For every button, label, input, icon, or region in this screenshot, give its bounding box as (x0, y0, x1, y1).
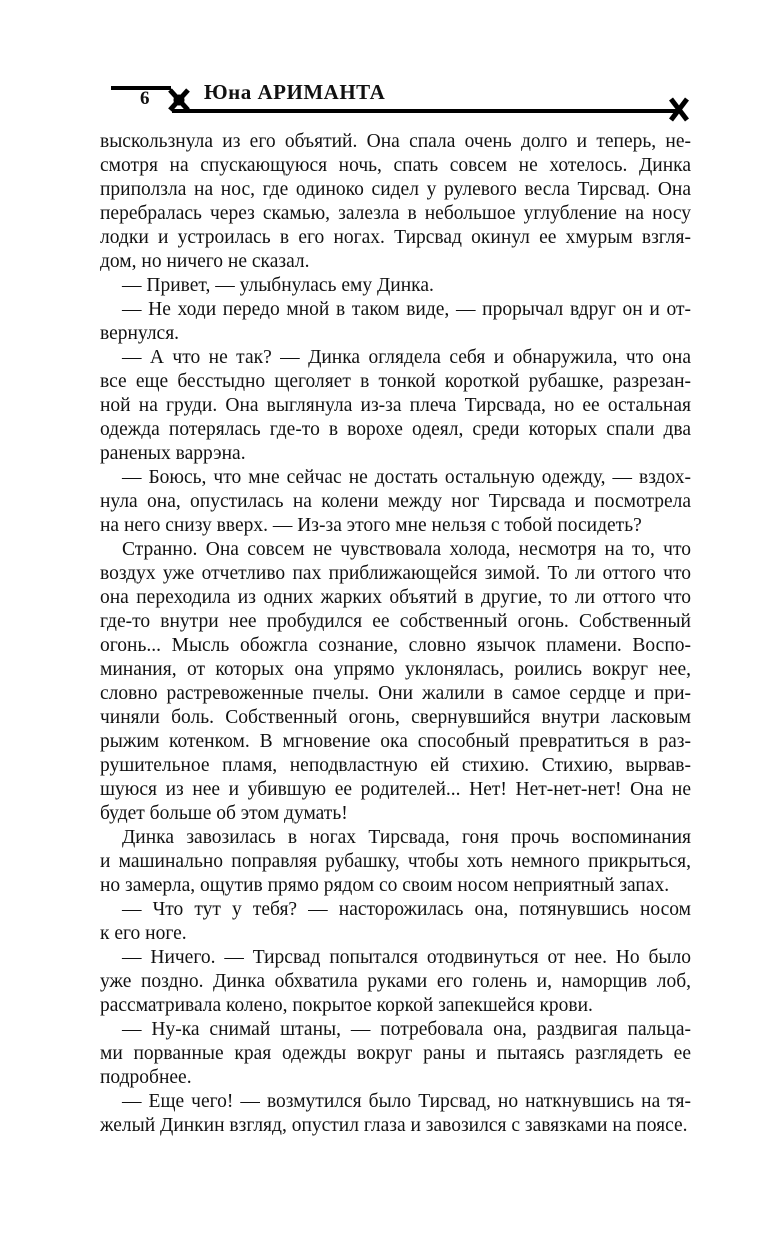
text-line: вернулся. (100, 323, 180, 344)
text-line: — Еще чего! — возмутился было Тирсвад, но наткнувшись на тя- (122, 1091, 691, 1112)
text-line: минания, от которых она упрямо уклонялась, роились вокруг нее, (100, 659, 691, 680)
paragraph (100, 466, 691, 538)
text-line: рушительное пламя, неподвластную ей стихию. Стихию, вырвав- (100, 755, 691, 776)
text-line: рыжим котенком. В мгновение ока способный превратиться в раз- (100, 731, 691, 752)
text-line: словно растревоженные пчелы. Они жалили в самое сердце и при- (100, 683, 691, 704)
text-line: чиняли боль. Собственный огонь, свернувшийся внутри ласковым (100, 707, 691, 728)
text-line: нула она, опустилась на колени между ног Тирсвада и посмотрела (100, 491, 691, 512)
text-line: и машинально поправляя рубашку, чтобы хоть немного прикрыться, (100, 851, 691, 872)
text-line: на него снизу вверх. — Из-за этого мне нельзя с тобой посидеть? (100, 515, 642, 536)
text-line: — Ну-ка снимай штаны, — потребовала она, раздвигая пальца- (122, 1019, 691, 1040)
author-last-name: АРИМАНТА (257, 80, 386, 104)
text-line: все еще бесстыдно щеголяет в тонкой короткой рубашке, разрезан- (100, 371, 691, 392)
paragraph (100, 1018, 691, 1090)
text-line: воздух уже отчетливо пах приближающейся зимой. То ли оттого что (100, 563, 691, 584)
text-line: будет больше об этом думать! (100, 803, 348, 824)
text-line: дом, но ничего не сказал. (100, 251, 310, 272)
text-line: шуюся из нее и убившую ее родителей... Нет! Нет-нет-нет! Она не (100, 779, 691, 800)
text-line: перебралась через скамью, залезла в небольшое углубление на носу (100, 203, 691, 224)
text-line: ми порванные края одежды вокруг раны и пытаясь разглядеть ее (100, 1043, 691, 1064)
text-line: смотря на спускающуюся ночь, спать совсем не хотелось. Динка (100, 155, 691, 176)
paragraph (100, 538, 691, 826)
text-line: приползла на нос, где одиноко сидел у рулевого весла Тирсвад. Она (100, 179, 691, 200)
text-line: раненых варрэна. (100, 443, 246, 464)
text-line: одежда потерялась где-то в ворохе одеял, среди которых спали два (100, 419, 691, 440)
paragraph (100, 346, 691, 466)
paragraph (100, 946, 691, 1018)
running-header (0, 0, 768, 130)
knot-ornament-left-icon (170, 90, 188, 110)
text-line: ной на груди. Она выглянула из-за плеча Тирсвада, но ее остальная (100, 395, 691, 416)
paragraph (100, 1090, 691, 1138)
text-line: выскользнула из его объятий. Она спала очень долго и теперь, не- (100, 131, 691, 152)
text-line: где-то внутри нее пробудился ее собственный огонь. Собственный (100, 611, 691, 632)
text-line: — А что не так? — Динка оглядела себя и обнаружила, что она (122, 347, 691, 368)
text-line: к его ноге. (100, 923, 187, 944)
text-line: желый Динкин взгляд, опустил глаза и завозился с завязками на поясе. (100, 1115, 688, 1136)
paragraph (100, 274, 691, 298)
header-ornament (0, 0, 768, 130)
text-line: огонь... Мысль обожгла сознание, словно язычок пламени. Воспо- (100, 635, 691, 656)
author-first-name: Юна (204, 80, 252, 104)
text-line: уже поздно. Динка обхватила руками его голень и, наморщив лоб, (100, 971, 691, 992)
running-title (204, 80, 385, 105)
page-number: 6 (140, 88, 150, 109)
text-line: — Привет, — улыбнулась ему Динка. (122, 275, 434, 296)
paragraph (100, 826, 691, 898)
body-text (100, 130, 691, 1138)
paragraph (100, 130, 691, 274)
text-line: она переходила из одних жарких объятий в другие, то ли оттого что (100, 587, 691, 608)
text-line: Странно. Она совсем не чувствовала холода, несмотря на то, что (122, 539, 691, 560)
text-line: Динка завозилась в ногах Тирсвада, гоня прочь воспоминания (122, 827, 691, 848)
text-line: лодки и устроилась в его ногах. Тирсвад окинул ее хмурым взгля- (100, 227, 691, 248)
text-line: — Боюсь, что мне сейчас не достать остальную одежду, — вздох- (122, 467, 691, 488)
text-line: — Что тут у тебя? — насторожилась она, потянувшись носом (122, 899, 691, 920)
text-line: — Ничего. — Тирсвад попытался отодвинуться от нее. Но было (122, 947, 691, 968)
text-line: подробнее. (100, 1067, 192, 1088)
paragraph (100, 298, 691, 346)
text-line: рассматривала колено, покрытое коркой запекшейся крови. (100, 995, 593, 1016)
text-line: но замерла, ощутив прямо рядом со своим носом неприятный запах. (100, 875, 670, 896)
text-line: — Не ходи передо мной в таком виде, — прорычал вдруг он и от- (122, 299, 691, 320)
paragraph (100, 898, 691, 946)
